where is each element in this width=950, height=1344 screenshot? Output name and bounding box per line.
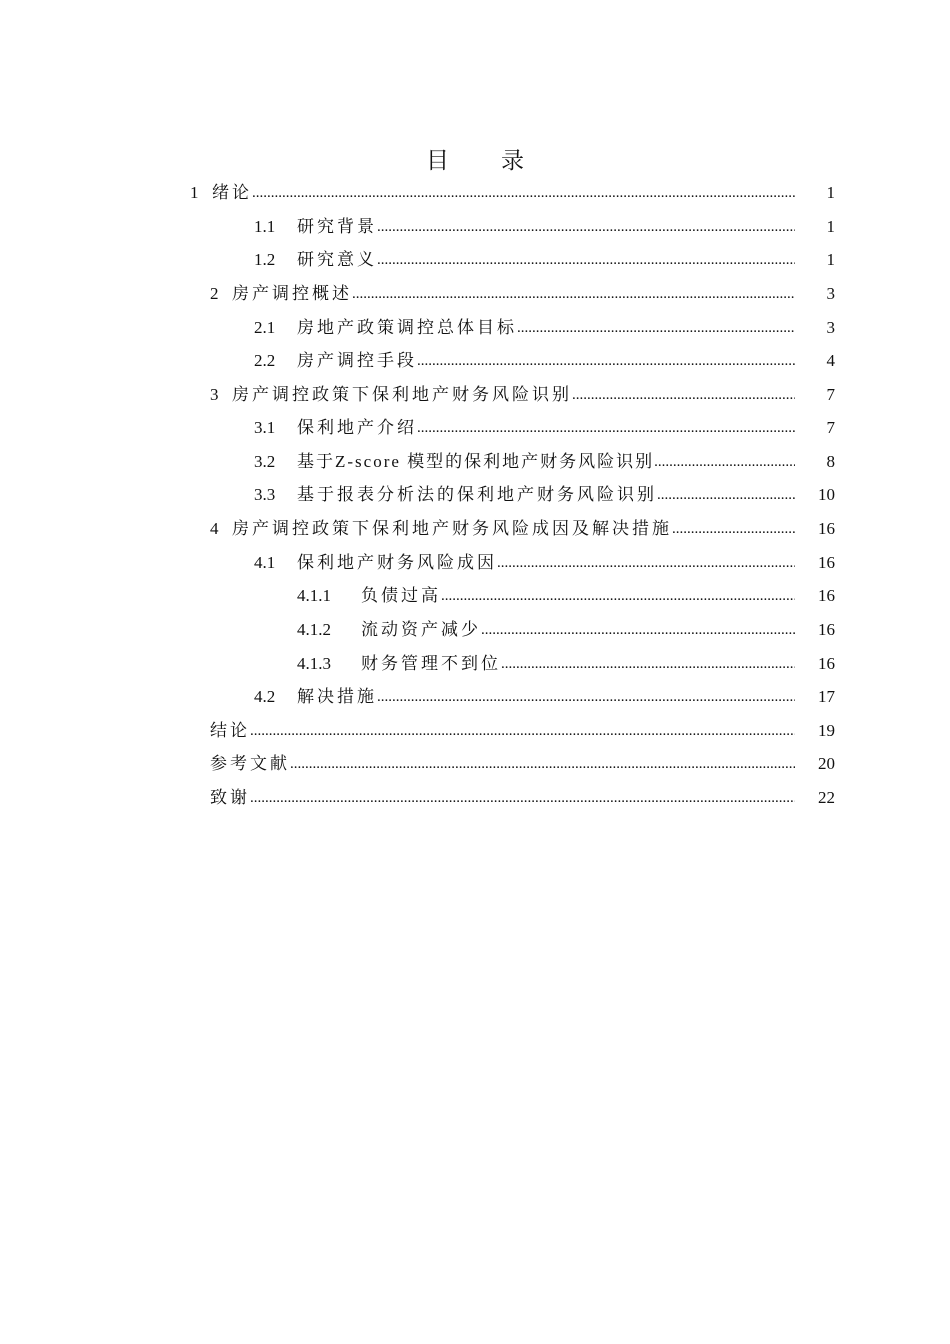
toc-leader-dots [501, 647, 795, 681]
toc-entry-page: 16 [818, 519, 835, 538]
toc-entry-number: 2.1 [254, 318, 276, 337]
toc-entry-label: 流动资产减少 [361, 620, 481, 639]
toc-entry[interactable] [254, 243, 835, 277]
toc-leader-dots [252, 176, 795, 210]
toc-entry-page: 3 [826, 318, 835, 337]
toc-leader-dots [441, 579, 795, 613]
toc-entry[interactable] [254, 311, 835, 345]
toc-entry-page: 7 [826, 385, 835, 404]
toc-entry-page: 19 [818, 721, 835, 740]
toc-leader-dots [377, 243, 795, 277]
toc-entry-page: 20 [818, 754, 835, 773]
toc-entry-label: 致谢 [210, 788, 250, 807]
toc-entry[interactable] [254, 344, 835, 378]
toc-entry-label: 财务管理不到位 [361, 654, 501, 673]
toc-entry-label: 参考文献 [210, 754, 290, 773]
toc-entry[interactable] [254, 478, 835, 512]
toc-leader-dots [250, 714, 795, 748]
toc-leader-dots [250, 781, 795, 815]
toc-leader-dots [417, 411, 795, 445]
toc-leader-dots [657, 478, 795, 512]
toc-entry[interactable] [210, 747, 835, 781]
toc-entry[interactable] [210, 781, 835, 815]
toc-entry[interactable] [254, 680, 835, 714]
toc-entry[interactable] [297, 613, 835, 647]
toc-entry-number: 3 [210, 385, 219, 404]
toc-entry[interactable] [254, 546, 835, 580]
toc-entry-label: 负债过高 [361, 586, 441, 605]
toc-leader-dots [672, 512, 795, 546]
toc-entry[interactable] [210, 714, 835, 748]
toc-leader-dots [497, 546, 795, 580]
toc-entry-number: 4.1.1 [297, 586, 331, 605]
toc-entry[interactable] [210, 277, 835, 311]
toc-entry-number: 4.1.3 [297, 654, 331, 673]
toc-entry-number: 2 [210, 284, 219, 303]
toc-entry-label: 研究意义 [297, 250, 377, 269]
toc-entry-label: 绪论 [212, 183, 252, 202]
toc-title-left: 目 [426, 148, 449, 174]
toc-leader-dots [377, 680, 795, 714]
toc-leader-dots [417, 344, 795, 378]
toc-entry[interactable] [254, 210, 835, 244]
toc-entry-page: 8 [826, 452, 835, 471]
toc-entry[interactable] [254, 411, 835, 445]
toc-entry-label: 解决措施 [297, 687, 377, 706]
toc-leader-dots [654, 445, 795, 479]
toc-leader-dots [517, 311, 795, 345]
toc-entry-page: 10 [818, 485, 835, 504]
toc-entry[interactable] [297, 579, 835, 613]
toc-entry-page: 4 [826, 351, 835, 370]
toc-leader-dots [481, 613, 795, 647]
toc-leader-dots [290, 747, 795, 781]
toc-entry-label: 保利地产财务风险成因 [297, 553, 497, 572]
toc-entry-number: 1.2 [254, 250, 276, 269]
toc-leader-dots [572, 378, 795, 412]
toc-entry-page: 1 [826, 217, 835, 236]
toc-entry-page: 1 [826, 183, 835, 202]
toc-entry-number: 1 [190, 183, 199, 202]
toc-entry[interactable] [210, 378, 835, 412]
toc-entry-page: 22 [818, 788, 835, 807]
toc-title-right: 录 [501, 148, 524, 174]
toc-entry[interactable] [254, 445, 835, 479]
toc-leader-dots [352, 277, 795, 311]
toc-entry-page: 16 [818, 586, 835, 605]
toc-entry-page: 16 [818, 654, 835, 673]
toc-entry-label: 房产调控政策下保利地产财务风险成因及解决措施 [232, 519, 672, 538]
toc-entry-number: 4 [210, 519, 219, 538]
toc-title [0, 142, 950, 175]
toc-entry-number: 2.2 [254, 351, 276, 370]
toc-entry-page: 17 [818, 687, 835, 706]
toc-entry-number: 3.2 [254, 452, 276, 471]
toc-leader-dots [377, 210, 795, 244]
toc-entry-number: 4.1.2 [297, 620, 331, 639]
toc-entry-label: 房产调控政策下保利地产财务风险识别 [232, 385, 572, 404]
toc-entry[interactable] [297, 647, 835, 681]
toc-entry-label: 房产调控概述 [232, 284, 352, 303]
toc-entry-label: 房产调控手段 [297, 351, 417, 370]
toc-entry-page: 16 [818, 553, 835, 572]
toc-entry[interactable] [190, 176, 835, 210]
toc-entry-label: 结论 [210, 721, 250, 740]
toc-entry-number: 3.3 [254, 485, 276, 504]
toc-entry[interactable] [210, 512, 835, 546]
toc-entry-number: 4.1 [254, 553, 276, 572]
toc-entry-label: 基于Z-score 模型的保利地产财务风险识别 [297, 452, 655, 471]
toc-entry-page: 3 [826, 284, 835, 303]
toc-entry-number: 3.1 [254, 418, 276, 437]
toc-entry-label: 保利地产介绍 [297, 418, 417, 437]
toc-entry-number: 1.1 [254, 217, 276, 236]
toc-entry-label: 房地产政策调控总体目标 [297, 318, 517, 337]
toc-entry-number: 4.2 [254, 687, 276, 706]
toc-entry-page: 1 [826, 250, 835, 269]
toc-entry-page: 7 [826, 418, 835, 437]
toc-entry-page: 16 [818, 620, 835, 639]
toc-entry-label: 基于报表分析法的保利地产财务风险识别 [297, 485, 657, 504]
toc-entry-label: 研究背景 [297, 217, 377, 236]
